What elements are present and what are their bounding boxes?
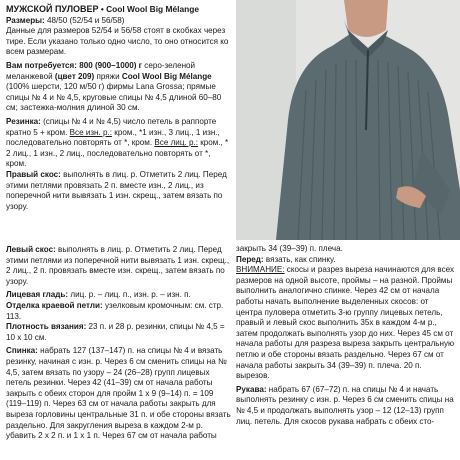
edge-text: узелковым кромочным: см. стр. 113. [6,300,224,321]
rib-rows1-label: Все изн. р.: [69,127,113,137]
back-text: набрать 127 (137–147) п. на спицы № 4 и вязать резинку, начиная с изн. р. Через 6 см сменить спицы на № 4,5, затем вязать по узору – 24 (26–28) групп лицевых петель резинки. Через 42 (41–39) см от начала работы закрыть с обеих сторон для пройм 1 x 9 (9–14) п. = 109 (119–119) п. Через 63 см от начала работы закрыть для выреза горловины центральные 31 п. и обе стороны вязать раздельно. Для закругления выреза в каждом 2-м р. убавить 2 x 2 п. и 1 x 1 п. Через 67 см от начала работы [6,346,231,441]
rib-rows1-text: кром., *1 изн., 3 лиц., 1 изн., последовательно повторять от *, кром. [6,127,220,148]
rib-label: Резинка: [6,116,41,126]
attention-label: ВНИМАНИЕ: [236,265,285,275]
left-dec-label: Левый скос: [6,245,56,254]
stockinette-label: Лицевая гладь: [6,290,69,300]
rib-rows2-text: кром., * 2 лиц., 1 изн., 2 лиц., последовательно повторять от *, кром. [6,138,229,169]
materials-weight: 800 (900–1000) г [79,60,143,70]
materials-label: Вам потребуется: [6,60,77,70]
back-label: Спинка: [6,346,38,356]
materials-text-3: (100% шерсти, 120 м/50 г) фирмы Lana Grossa; прямые спицы № 4 и № 4,5, круговые спицы № 4,5 длиной 60–80 см; застежка-молния длиной 30 см. [6,82,222,113]
stockinette-text: лиц. р. – лиц. п., изн. р. – изн. п. [70,290,191,300]
back-continued: закрыть 34 (39–39) п. плеча. [236,244,343,253]
edge-label: Отделка краевой петли: [6,300,103,310]
materials-color-code: (цвет 209) [54,71,95,81]
gauge-label: Плотность вязания: [6,322,87,332]
sweater-illustration [236,0,460,240]
sleeve-label: Рукава: [236,384,267,394]
right-dec-text: выполнять в лиц. р. Отметить 2 лиц. Перед этими петлями провязать 2 п. вместе изн., 2 лиц., из поперечной нити вывязать 1 изн. скрещ., затем вязать по узору. [6,169,227,211]
materials-yarn-name: Cool Wool Big Mélange [121,71,212,81]
pattern-title: МУЖСКОЙ ПУЛОВЕР [6,4,99,14]
materials-text-1: серо-зеленой меланжевой [6,60,196,81]
sizes-label: Размеры: [6,15,45,25]
rib-rows2-label: Все лиц. р.: [154,138,198,148]
materials-text-2: пряжи [96,71,120,81]
left-column-bottom [6,245,232,442]
sizes-note: Данные для размеров 52/54 и 56/58 стоят в скобках через тире. Если указано только одно число, то оно относится ко всем размерам. [6,26,229,57]
left-column-top: МУЖСКОЙ ПУЛОВЕР • Cool Wool Big Mélange Размеры: 48/50 (52/54 и 56/58) Данные для размеров 52/54 и 56/58 стоят в скобках через тире. Если указано только одно число, то оно относится ко всем размерам. Вам потребуется: 800 (900–1000) г серо-зеленой меланжевой (цвет 209) пряжи Cool Wool Big Mélange (100% шерсти, 120 м/50 г) фирмы Lana Grossa; прямые спицы № 4 и № 4,5, круговые спицы № 4,5 длиной 60–80 см; застежка-молния длиной 30 см. Резинка: (спицы № 4 и № 4,5) число петель в раппорте кратно 5 + кром. Все изн. р.: кром., *1 изн., 3 лиц., 1 изн., последовательно повторять от *, кром. Все лиц. р.: кром., * 2 лиц., 1 изн., 2 лиц., последовательно повторять от *, кром. Правый скос: выполнять в лиц. р. Отметить 2 лиц. Перед этими петлями провязать 2 п. вместе изн., 2 лиц., из поперечной нити вывязать 1 изн. скрещ., затем вязать по узору. [6,4,232,212]
attention-text: скосы и разрез выреза начинаются для всех размеров на одной высоте, проймы – на разной. Проймы выполнить аналогично спинке. Через 42 см от начала работы начать выполнение выделенных скосов: от центра пуловера отметить 3-ю группу лицевых петель, правый и левый скос выполнить 35x в каждом 4-м р., затем продолжать выполнять узор до них. Через 45 см от начала работы для разреза выреза закрыть центральную петлю и обе стороны вязать раздельно. Через 67 см от начала работы закрыть 34 (39–39) п. плеча. 20 п. вырезов. [236,265,455,381]
photo-model-sweater [236,0,460,240]
front-label: Перед: [236,254,264,264]
rib-text: (спицы № 4 и № 4,5) число петель в раппорте кратно 5 + кром. [6,116,217,137]
pattern-subtitle: Cool Wool Big Mélange [106,4,200,14]
front-text: вязать, как спинку. [265,254,336,264]
left-dec-text: выполнять в лиц. р. Отметить 2 лиц. Перед этими петлями из поперечной нити вывязать 1 изн. скрещ., 2 лиц., 2 п. провязать вместе изн. скрещ., затем вязать по узору. [6,245,230,286]
right-dec-label: Правый скос: [6,169,61,179]
gauge-text: 23 п. и 28 р. резинки, спицы № 4,5 = 10 x 10 см. [6,322,225,342]
sleeve-text: набрать 67 (67–72) п. на спицы № 4 и начать выполнять резинку с изн. р. Через 6 см сменить спицы на № 4,5 и продолжать выполнять узор – 12 (12–13) групп лиц. петель. Для скосов рукава набрать с обеих сто- [236,384,454,426]
sizes-value: 48/50 (52/54 и 56/58) [47,15,125,25]
right-column-bottom [236,244,456,427]
